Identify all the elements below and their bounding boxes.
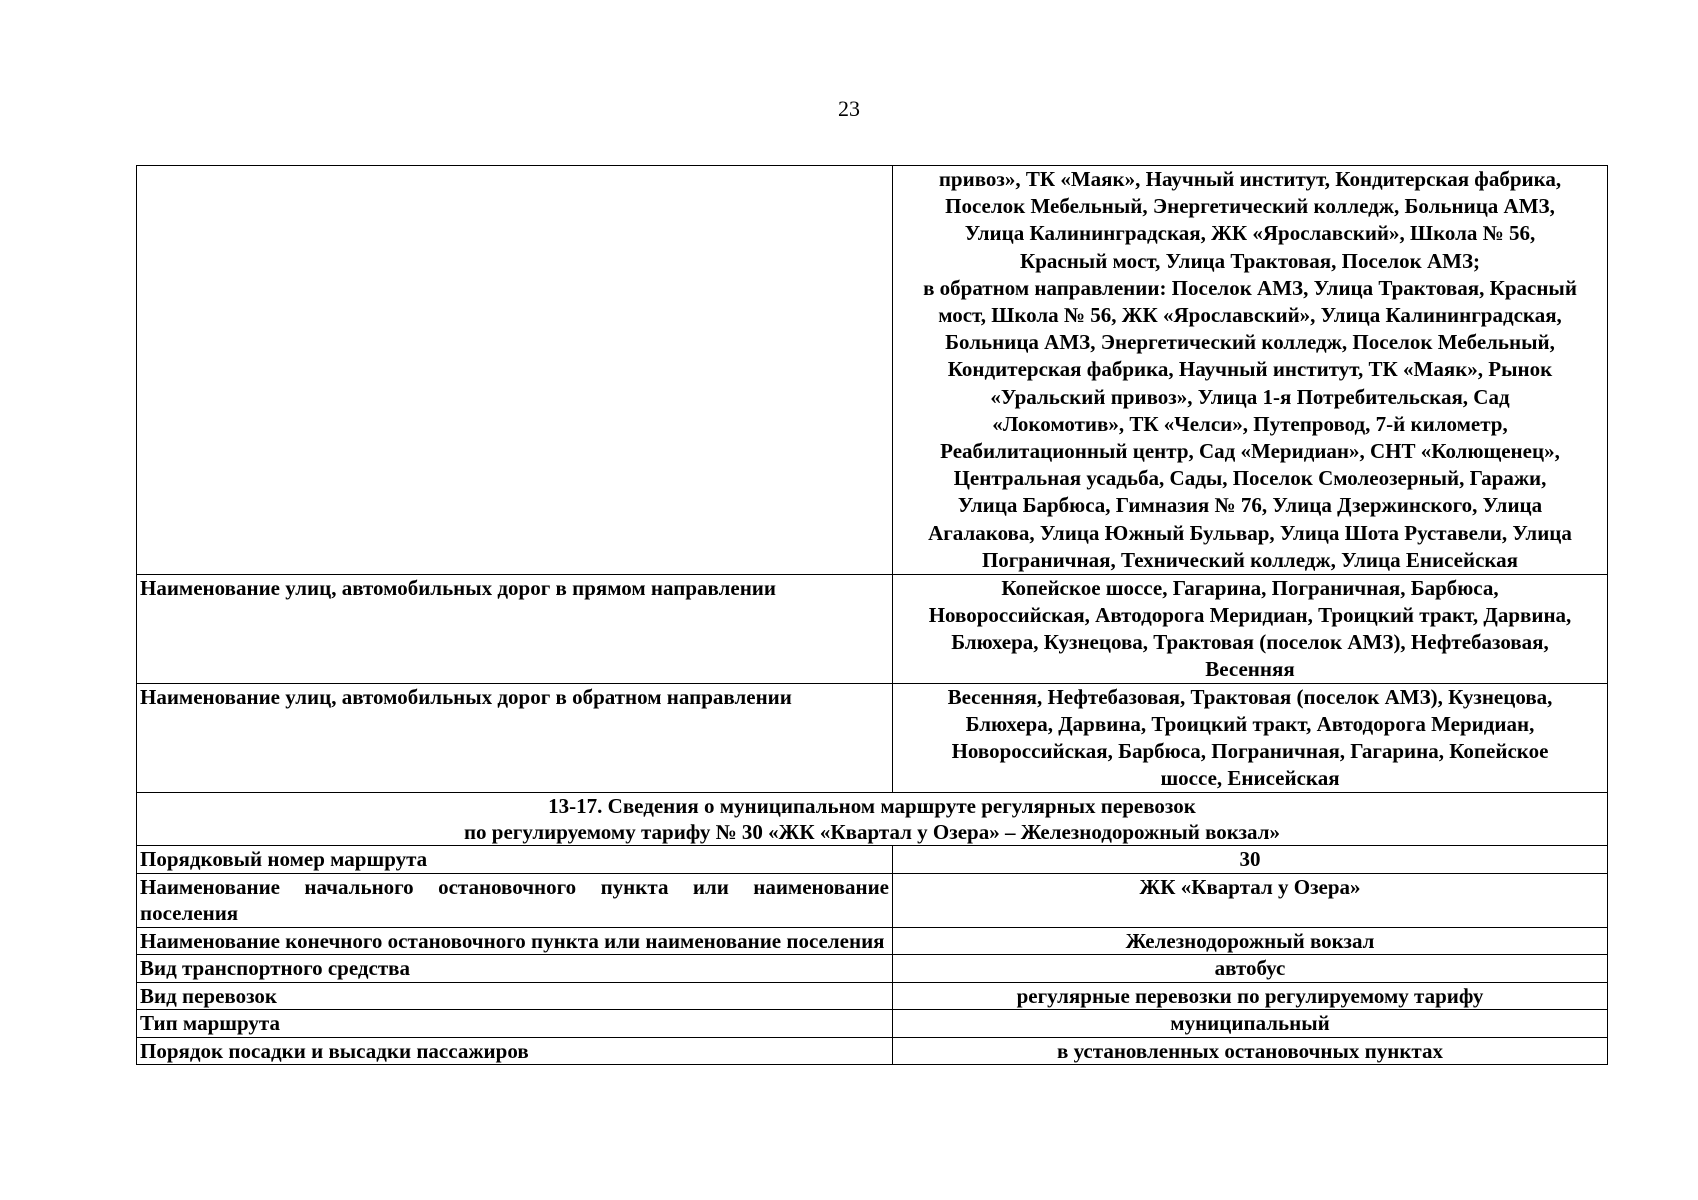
route-number-value: 30 <box>893 846 1608 874</box>
end-stop-value: Железнодорожный вокзал <box>893 927 1608 955</box>
boarding-order-row <box>137 1037 1608 1065</box>
stops-line: Агалакова, Улица Южный Бульвар, Улица Шота Руставели, Улица <box>928 520 1572 545</box>
street-line: Блюхера, Дарвина, Троицкий тракт, Автодорога Меридиан, <box>965 712 1535 737</box>
section-heading-row <box>137 793 1608 846</box>
stops-line: Пограничная, Технический колледж, Улица Енисейская <box>981 547 1519 572</box>
streets-forward-value <box>893 575 1608 684</box>
street-line: Копейское шоссе, Гагарина, Пограничная, Барбюса, <box>1001 576 1499 601</box>
route-info-table <box>136 165 1608 1065</box>
vehicle-type-row <box>137 955 1608 983</box>
section-heading-line: по регулируемому тарифу № 30 «ЖК «Квартал у Озера» – Железнодорожный вокзал» <box>463 820 1281 845</box>
route-type-label: Тип маршрута <box>137 1010 893 1038</box>
stops-line: в обратном направлении: Поселок АМЗ, Улица Трактовая, Красный <box>923 275 1577 300</box>
route-number-row <box>137 846 1608 874</box>
stops-line: Поселок Мебельный, Энергетический колледж, Больница АМЗ, <box>945 194 1555 219</box>
stops-line: мост, Школа № 56, ЖК «Ярославский», Улица Калининградская, <box>938 303 1562 328</box>
boarding-order-label: Порядок посадки и высадки пассажиров <box>137 1037 893 1065</box>
street-line: Новороссийская, Барбюса, Пограничная, Гагарина, Копейское <box>951 739 1549 764</box>
end-stop-label: Наименование конечного остановочного пункта или наименование поселения <box>137 927 893 955</box>
stops-line: Реабилитационный центр, Сад «Меридиан», СНТ «Колющенец», <box>940 439 1560 464</box>
vehicle-type-label: Вид транспортного средства <box>137 955 893 983</box>
route-type-value: муниципальный <box>893 1010 1608 1038</box>
route-number-label: Порядковый номер маршрута <box>137 846 893 874</box>
start-stop-label: Наименование начального остановочного пункта или наименование поселения <box>137 873 893 927</box>
transport-kind-row <box>137 982 1608 1010</box>
boarding-order-value: в установленных остановочных пунктах <box>893 1037 1608 1065</box>
stops-line: Красный мост, Улица Трактовая, Поселок АМЗ; <box>1019 248 1481 273</box>
page-number: 23 <box>838 96 860 121</box>
stops-line: Кондитерская фабрика, Научный институт, ТК «Маяк», Рынок <box>947 357 1553 382</box>
stops-line: привоз», ТК «Маяк», Научный институт, Кондитерская фабрика, <box>938 167 1562 191</box>
stops-line: Улица Барбюса, Гимназия № 76, Улица Дзержинского, Улица <box>957 493 1543 518</box>
start-stop-value: ЖК «Квартал у Озера» <box>893 873 1608 927</box>
stops-line: Улица Калининградская, ЖК «Ярославский», Школа № 56, <box>964 221 1536 246</box>
street-line: Новороссийская, Автодорога Меридиан, Троицкий тракт, Дарвина, <box>928 603 1572 628</box>
streets-forward-label: Наименование улиц, автомобильных дорог в прямом направлении <box>137 575 893 684</box>
stops-line: Больница АМЗ, Энергетический колледж, Поселок Мебельный, <box>945 330 1555 355</box>
transport-kind-label: Вид перевозок <box>137 982 893 1010</box>
street-line: шоссе, Енисейская <box>1160 766 1340 791</box>
empty-label-cell <box>137 166 893 575</box>
section-heading <box>137 793 1608 846</box>
streets-backward-row <box>137 684 1608 793</box>
stops-line: Центральная усадьба, Сады, Поселок Смолеозерный, Гаражи, <box>953 466 1547 491</box>
street-line: Блюхера, Кузнецова, Трактовая (поселок АМЗ), Нефтебазовая, <box>951 630 1549 655</box>
streets-backward-value <box>893 684 1608 793</box>
streets-forward-row <box>137 575 1608 684</box>
stops-line: «Локомотив», ТК «Челси», Путепровод, 7-й километр, <box>992 411 1508 436</box>
streets-backward-label: Наименование улиц, автомобильных дорог в обратном направлении <box>137 684 893 793</box>
street-line: Весенняя, Нефтебазовая, Трактовая (поселок АМЗ), Кузнецова, <box>947 685 1553 710</box>
section-heading-line: 13-17. Сведения о муниципальном маршруте регулярных перевозок <box>548 794 1196 819</box>
start-stop-row <box>137 873 1608 927</box>
end-stop-row <box>137 927 1608 955</box>
street-line: Весенняя <box>1205 657 1295 682</box>
stops-line: «Уральский привоз», Улица 1-я Потребительская, Сад <box>990 384 1510 409</box>
transport-kind-value: регулярные перевозки по регулируемому тарифу <box>893 982 1608 1010</box>
route-type-row <box>137 1010 1608 1038</box>
continuation-row <box>137 166 1608 575</box>
continuation-stops-cell <box>893 166 1608 575</box>
vehicle-type-value: автобус <box>893 955 1608 983</box>
